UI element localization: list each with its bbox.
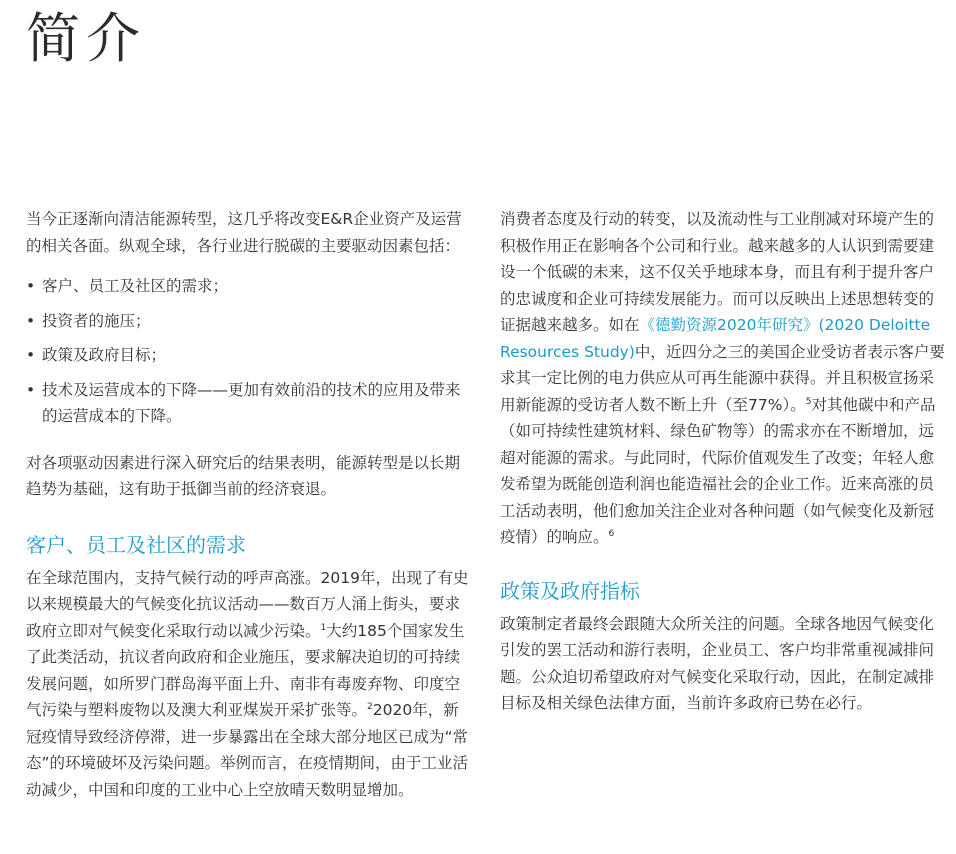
customers-paragraph — [26, 565, 471, 804]
attitude-text-1: 消费者态度及行动的转变，以及流动性与工业削减对环境产生的积极作用正在影响各个公司和行业。越来越多的人认识到需要建设一个低碳的未来，这不仅关乎地球本身，而且有利于提升客户的忠诚度和企业可持续发展能力。而可以反映出上述思想转变的证据越来越多。如在 — [500, 210, 935, 334]
customers-text-3: 2020年，新冠疫情导致经济停滞，进一步暴露出在全球大部分地区已成为“常态”的环境破坏及污染问题。举例而言，在疫情期间，由于工业活动减少，中国和印度的工业中心上空放晴天数明显增加。 — [26, 701, 469, 799]
section-heading-policy: 政策及政府指标 — [500, 578, 640, 603]
list-item: • 客户、员工及社区的需求； — [26, 273, 471, 300]
attitude-paragraph — [500, 206, 945, 551]
section-heading-customers: 客户、员工及社区的需求 — [26, 532, 246, 557]
footnote-2[interactable]: 2 — [367, 701, 373, 712]
footnote-5[interactable]: 5 — [805, 396, 812, 407]
footnote-6[interactable]: 6 — [608, 528, 615, 539]
right-column — [500, 206, 945, 717]
footnote-1[interactable]: 1 — [320, 622, 327, 633]
page-title: 简介 — [26, 7, 146, 70]
list-item: • 技术及运营成本的下降——更加有效前沿的技术的应用及带来的运营成本的下降。 — [26, 377, 471, 430]
list-item: • 投资者的施压； — [26, 308, 471, 335]
customers-text-1: 在全球范围内，支持气候行动的呼声高涨。2019年，出现了有史以来规模最大的气候变化抗议活动——数百万人涌上街头，要求政府立即对气候变化采取行动以减少污染。 — [26, 568, 469, 640]
deloitte-study-link[interactable]: 《德勤资源2020年研究》(2020 Deloitte Resources Study) — [500, 316, 931, 361]
conclusion-paragraph: 对各项驱动因素进行深入研究后的结果表明，能源转型是以长期趋势为基础，这有助于抵御当前的经济衰退。 — [26, 453, 461, 498]
left-column — [26, 206, 471, 803]
customers-text-2: 大约185个国家发生了此类活动，抗议者向政府和企业施压，要求解决迫切的可持续发展问题，如所罗门群岛海平面上升、南非有毒废弃物、印度空气污染与塑料废物以及澳大利亚煤炭开采扩张等。 — [26, 621, 465, 719]
intro-paragraph: 当今正逐渐向清洁能源转型，这几乎将改变E&R企业资产及运营的相关各面。纵观全球，各行业进行脱碳的主要驱动因素包括： — [26, 210, 462, 255]
policy-paragraph: 政策制定者最终会跟随大众所关注的问题。全球各地因气候变化引发的罢工活动和游行表明，企业员工、客户均非常重视减排问题。公众迫切希望政府对气候变化采取行动，因此，在制定减排目标及相关绿色法律方面，当前许多政府已势在必行。 — [500, 614, 935, 712]
list-item: • 政策及政府目标； — [26, 342, 471, 369]
attitude-text-2: 中，近四分之三的美国企业受访者表示客户要求其一定比例的电力供应从可再生能源中获得。并且积极宣扬采用新能源的受访者人数不断上升（至77%）。 — [500, 342, 945, 414]
attitude-text-3: 对其他碳中和产品（如可持续性建筑材料、绿色矿物等）的需求亦在不断增加，远超对能源的需求。与此同时，代际价值观发生了改变；年轻人愈发希望为既能创造利润也能造福社会的企业工作。近来高涨的员工活动表明，他们愈加关注企业对各种问题（如气候变化及新冠疫情）的响应。 — [500, 395, 936, 546]
drivers-list — [26, 273, 471, 430]
